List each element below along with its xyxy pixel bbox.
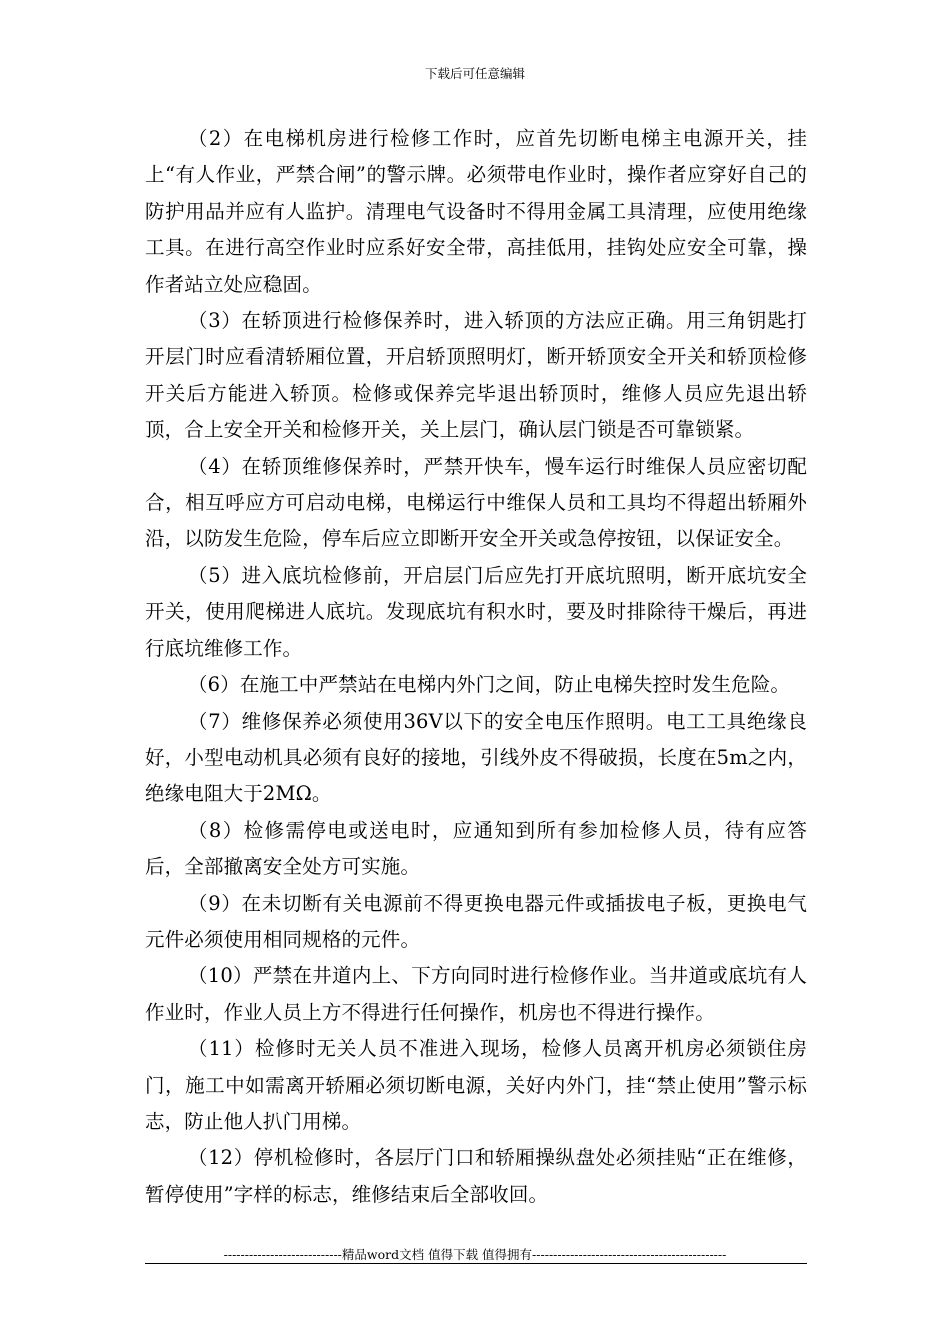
paragraph-item-7: （7）维修保养必须使用36V以下的安全电压作照明。电工工具绝缘良好，小型电动机具必须有良好的接地，引线外皮不得破损，长度在5m之内，绝缘电阻大于2MΩ。 — [145, 709, 807, 806]
paragraph-item-6: （6）在施工中严禁站在电梯内外门之间，防止电梯失控时发生危险。 — [188, 673, 791, 697]
footer-divider — [145, 1263, 807, 1264]
paragraph-item-10: （10）严禁在井道内上、下方向同时进行检修作业。当井道或底坑有人作业时，作业人员上方不得进行任何操作，机房也不得进行操作。 — [145, 964, 807, 1024]
paragraph-item-4: （4）在轿顶维修保养时，严禁开快车，慢车运行时维保人员应密切配合，相互呼应方可启动电梯，电梯运行中维保人员和工具均不得超出轿厢外沿，以防发生危险，停车后应立即断开安全开关或急停按钮，以保证安全。 — [145, 454, 807, 551]
paragraph-item-12: （12）停机检修时，各层厅门口和轿厢操纵盘处必须挂贴“正在维修，暂停使用”字样的标志，维修结束后全部收回。 — [145, 1146, 807, 1206]
page-header: 下载后可任意编辑 — [424, 66, 525, 81]
paragraph-item-3: （3）在轿顶进行检修保养时，进入轿顶的方法应正确。用三角钥匙打开层门时应看清轿厢位置，开启轿顶照明灯，断开轿顶安全开关和轿顶检修开关后方能进入轿顶。检修或保养完毕退出轿顶时，维修人员应先退出轿顶，合上安全开关和检修开关，关上层门，确认层门锁是否可靠锁紧。 — [145, 309, 807, 442]
paragraph-item-9: （9）在未切断有关电源前不得更换电器元件或插拔电子板，更换电气元件必须使用相同规格的元件。 — [145, 891, 807, 951]
document-body — [145, 121, 807, 1213]
paragraph-item-2: （2）在电梯机房进行检修工作时，应首先切断电梯主电源开关，挂上“有人作业，严禁合闸”的警示牌。必须带电作业时，操作者应穿好自己的防护用品并应有人监护。清理电气设备时不得用金属工具清理，应使用绝缘工具。在进行高空作业时应系好安全带，高挂低用，挂钩处应安全可靠，操作者站立处应稳固。 — [145, 127, 807, 296]
paragraph-item-8: （8）检修需停电或送电时，应通知到所有参加检修人员，待有应答后，全部撤离安全处方可实施。 — [145, 818, 807, 879]
paragraph-item-5: （5）进入底坑检修前，开启层门后应先打开底坑照明，断开底坑安全开关，使用爬梯进人底坑。发现底坑有积水时，要及时排除待干燥后，再进行底坑维修工作。 — [145, 563, 807, 660]
page-footer: ----------------------------精品word文档 值得下载 值得拥有---------------------------------------------- — [223, 1247, 727, 1262]
paragraph-item-11: （11）检修时无关人员不准进入现场，检修人员离开机房必须锁住房门，施工中如需离开轿厢必须切断电源，关好内外门，挂“禁止使用”警示标志，防止他人扒门用梯。 — [145, 1037, 807, 1133]
